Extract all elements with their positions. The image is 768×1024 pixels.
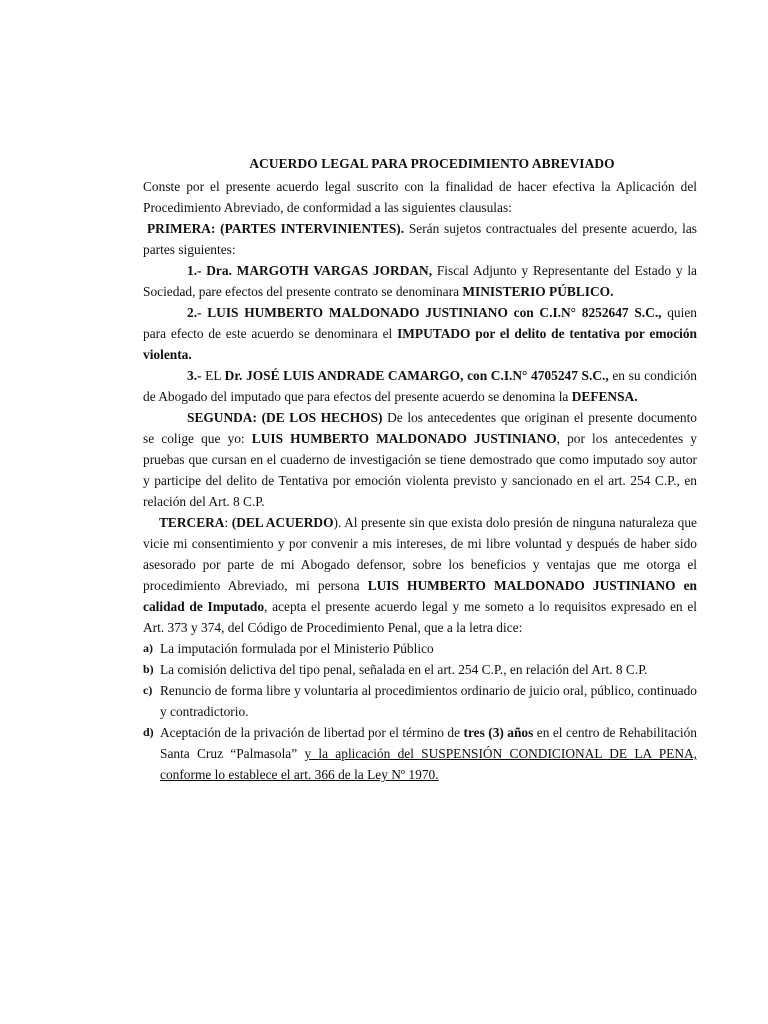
list-item-text: La imputación formulada por el Ministerio Público	[160, 641, 434, 656]
party-3-name: Dr. JOSÉ LUIS ANDRADE CAMARGO, con C.I.N° 4705247 S.C.,	[224, 368, 609, 383]
clause-segunda	[143, 407, 697, 512]
party-3-number: 3.-	[187, 368, 202, 383]
party-2-role: IMPUTADO por el delito de tentativa por emoción violenta.	[143, 326, 697, 362]
clause-primera	[143, 218, 697, 260]
party-3-role: DEFENSA.	[571, 389, 638, 404]
party-1-number: 1.-	[187, 263, 207, 278]
list-item-text: La comisión delictiva del tipo penal, señalada en el art. 254 C.P., en relación del Art. 8 C.P.	[160, 662, 648, 677]
list-item-bold: tres (3) años	[463, 725, 534, 740]
list-item	[143, 680, 697, 722]
document-title: ACUERDO LEGAL PARA PROCEDIMIENTO ABREVIADO	[249, 156, 615, 171]
clause-primera-heading: PRIMERA: (PARTES INTERVINIENTES).	[147, 221, 405, 236]
clause-tercera-name: LUIS HUMBERTO MALDONADO JUSTINIANO en calidad de Imputado	[143, 578, 698, 614]
list-item-underlined: y la aplicación del SUSPENSIÓN CONDICIONAL DE LA PENA, conforme lo establece el art. 366 de la Ley Nº 1970.	[160, 746, 698, 782]
list-marker: d)	[143, 725, 154, 739]
clause-tercera-label: TERCERA	[159, 515, 225, 530]
list-marker: c)	[143, 683, 153, 697]
clause-segunda-text-2: , por los antecedentes y pruebas que cursan en el cuaderno de investigación se tiene demostrado que como imputado soy autor y participe del delito de Tentativa por emoción violenta previsto y sancionado en el art. 254 C.P., en relación del Art. 8 C.P.	[143, 431, 697, 509]
list-item-text-2: en el centro de Rehabilitación Santa Cruz “Palmasola”	[160, 725, 697, 761]
party-1	[143, 260, 697, 302]
clause-tercera-close: ).	[333, 515, 342, 530]
clause-tercera-text-1: Al presente sin que exista dolo presión de ninguna naturaleza que vicie mi consentimiento y por convenir a mis intereses, de mi libre voluntad y después de haber sido asesorado por parte de mi Abogado defensor, sobre los beneficios y ventajas que me otorga el procedimiento Abreviado, mi persona	[143, 515, 697, 593]
party-3-el: EL	[201, 368, 225, 383]
document-page	[143, 156, 697, 785]
list-item	[143, 638, 697, 659]
clause-tercera	[143, 512, 697, 638]
party-2	[143, 302, 697, 365]
list-item-text: Renuncio de forma libre y voluntaria al procedimientos ordinario de juicio oral, público, continuado y contradictorio.	[160, 683, 697, 719]
list-marker: a)	[143, 641, 153, 655]
clause-segunda-name: LUIS HUMBERTO MALDONADO JUSTINIANO	[251, 431, 557, 446]
requisitos-list	[143, 638, 697, 785]
list-item	[143, 722, 697, 785]
clause-tercera-text-2: , acepta el presente acuerdo legal y me someto a lo requisitos expresado en el Art. 373 y 374, del Código de Procedimiento Penal, que a la letra dice:	[143, 599, 697, 635]
party-1-name: Dra. MARGOTH VARGAS JORDAN,	[206, 263, 433, 278]
party-2-text: quien para efecto de este acuerdo se denominara el	[143, 305, 697, 341]
party-2-head: 2.- LUIS HUMBERTO MALDONADO JUSTINIANO con C.I.N° 8252647 S.C.,	[187, 305, 662, 320]
list-marker: b)	[143, 662, 154, 676]
list-item-text: Aceptación de la privación de libertad por el término de	[160, 725, 464, 740]
party-1-text: Fiscal Adjunto y Representante del Estado y la Sociedad, pare efectos del presente contrato se denominara	[143, 263, 697, 299]
clause-segunda-heading: SEGUNDA: (DE LOS HECHOS)	[187, 410, 383, 425]
party-1-role: MINISTERIO PÚBLICO.	[462, 284, 614, 299]
clause-primera-text: Serán sujetos contractuales del presente acuerdo, las partes siguientes:	[143, 221, 697, 257]
party-3	[143, 365, 697, 407]
list-item	[143, 659, 697, 680]
party-3-text: en su condición de Abogado del imputado que para efectos del presente acuerdo se denomina la	[143, 368, 697, 404]
clause-tercera-colon: :	[224, 515, 232, 530]
clause-tercera-heading: (DEL ACUERDO	[231, 515, 334, 530]
intro-paragraph: Conste por el presente acuerdo legal suscrito con la finalidad de hacer efectiva la Aplicación del Procedimiento Abreviado, de conformidad a las siguientes clausulas:	[143, 179, 697, 215]
clause-segunda-text-1: De los antecedentes que originan el presente documento se colige que yo:	[143, 410, 698, 446]
